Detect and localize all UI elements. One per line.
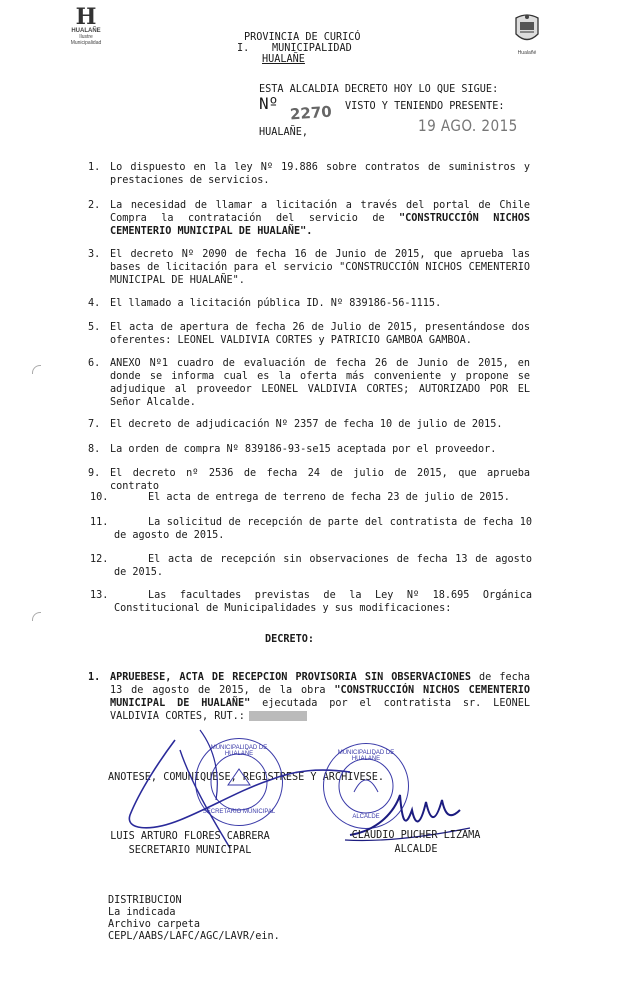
seal-left-top: MUNICIPALIDAD DE HUALAÑE (210, 745, 268, 757)
item-number: 10. (90, 492, 109, 503)
item-number: 5. (88, 322, 101, 333)
distribution-line: La indicada (108, 907, 176, 918)
punch-hole-mark (32, 612, 41, 621)
distribution-title: DISTRIBUCION (108, 895, 182, 906)
item-number: 4. (88, 298, 101, 309)
logo-h-mark: H (75, 4, 97, 30)
item-number: 6. (88, 358, 101, 369)
secretary-role: SECRETARIO MUNICIPAL (128, 845, 252, 856)
item-text: El llamado a licitación pública ID. Nº 839186-56-1115. (110, 298, 442, 309)
punch-hole-mark (32, 365, 41, 374)
item-number: 1. (88, 162, 101, 173)
item-text: Las facultades previstas de la Ley Nº 18.695 Orgánica Constitucional de Municipalidades y sus modificaciones: (114, 590, 532, 614)
decreto-plain-a: de fecha 13 de agosto de 2015, de la obra (110, 672, 530, 696)
date-stamp: 19 AGO. 2015 (418, 116, 518, 135)
seal-left-bottom: SECRETARIO MUNICIPAL (202, 809, 276, 815)
commune-label: HUALAÑE (262, 54, 305, 65)
distribution-line: CEPL/AABS/LAFC/AGC/LAVR/ein. (108, 931, 280, 942)
distribution-line: Archivo carpeta (108, 919, 201, 930)
item-text: La solicitud de recepción de parte del contratista de fecha 10 de agosto de 2015. (114, 517, 532, 541)
seal-right-bottom: ALCALDE (352, 814, 380, 820)
decreto-text (110, 671, 530, 723)
signatory-secretary (100, 830, 280, 858)
decree-intro: ESTA ALCALDIA DECRETO HOY LO QUE SIGUE: (259, 84, 499, 95)
item-number: 13. (90, 590, 109, 601)
secretary-name: LUIS ARTURO FLORES CABRERA (110, 831, 270, 842)
item-text-bold: "CONSTRUCCIÓN NICHOS CEMENTERIO MUNICIPAL DE HUALAÑE". (110, 213, 531, 237)
mayor-name: CLAUDIO PUCHER LIZAMA (351, 830, 481, 841)
mayor-role: ALCALDE (394, 844, 438, 855)
item-text: El decreto Nº 2090 de fecha 16 de Junio de 2015, que aprueba las bases de licitación para el servicio "CONSTRUCCIÓN NICHOS CEMENTERIO MUNICIPAL DE HUALAÑE". (110, 249, 530, 286)
item-number: 11. (90, 517, 109, 528)
item-text: El decreto de adjudicación Nº 2357 de fecha 10 de julio de 2015. (110, 419, 503, 430)
visto-label: VISTO Y TENIENDO PRESENTE: (345, 101, 505, 112)
logo-right-text: Hualañé (517, 50, 537, 56)
decreto-plain-b: ejecutada por el contratista sr. LEONEL VALDIVIA CORTES, RUT.: (110, 698, 530, 722)
signatory-mayor (336, 829, 496, 857)
item-text: El acta de apertura de fecha 26 de Julio de 2015, presentándose dos oferentes: LEONEL VALDIVIA CORTES y PATRICIO GAMBOA GAMBOA. (110, 322, 530, 346)
item-text: La orden de compra Nº 839186-93-se15 aceptada por el proveedor. (110, 444, 497, 455)
decreto-bold-b: "CONSTRUCCIÓN NICHOS CEMENTERIO MUNICIPAL DE HUALAÑE" (110, 685, 531, 709)
municipality-number: I. (237, 43, 250, 54)
decree-number-stamp: 2270 (289, 102, 333, 124)
logo-left-tag: Ilustre Municipalidad (70, 34, 102, 46)
place-label: HUALAÑE, (259, 127, 309, 138)
item-text: El acta de recepción sin observaciones de fecha 13 de agosto de 2015. (114, 554, 532, 578)
item-text-plain: La necesidad de llamar a licitación a través del portal de Chile Compra la contratación del servicio de (110, 200, 530, 224)
logo-left-name: HUALAÑE (71, 28, 101, 34)
item-text: El acta de entrega de terreno de fecha 23 de julio de 2015. (148, 492, 510, 503)
item-number: 2. (88, 200, 101, 211)
item-number: 3. (88, 249, 101, 260)
item-number: 7. (88, 419, 101, 430)
item-text (110, 199, 530, 238)
decreto-bold-a: APRUEBESE, ACTA DE RECEPCION PROVISORIA SIN OBSERVACIONES (110, 672, 471, 683)
seal-right-top: MUNICIPALIDAD DE HUALAÑE (337, 750, 395, 762)
item-text: El decreto nº 2536 de fecha 24 de julio de 2015, que aprueba contrato (110, 468, 530, 492)
decreto-title: DECRETO: (265, 634, 315, 645)
province-label: PROVINCIA DE CURICÓ (244, 32, 361, 43)
item-number: 9. (88, 468, 101, 479)
item-text: Lo dispuesto en la ley Nº 19.886 sobre contratos de suministros y prestaciones de servicios. (110, 162, 530, 186)
number-label: Nº (259, 94, 279, 113)
item-number: 8. (88, 444, 101, 455)
item-number: 1. (88, 672, 101, 683)
closing-line: ANOTESE, COMUNIQUESE, REGISTRESE Y ARCHIVESE. (108, 772, 385, 783)
municipality-label: MUNICIPALIDAD (272, 43, 352, 54)
item-text: ANEXO Nº1 cuadro de evaluación de fecha 26 de Junio de 2015, en donde se informa cual es la oferta más conveniente y propone se adjudique al proveedor LEONEL VALDIVIA CORTES; AUTORIZADO POR EL Señor Alcalde. (110, 358, 530, 408)
item-number: 12. (90, 554, 109, 565)
